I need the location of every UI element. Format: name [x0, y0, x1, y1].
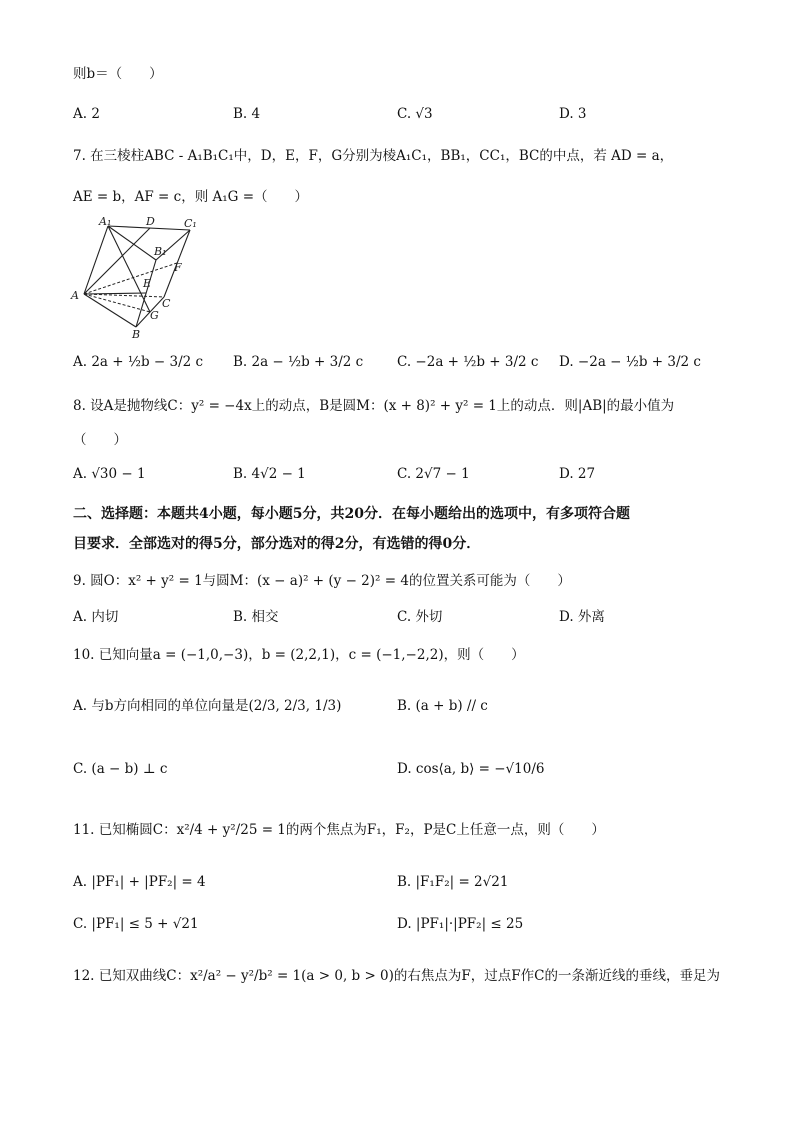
- q9-stem: 9. 圆O：x² + y² = 1与圆M：(x − a)² + (y − 2)² = 4的位置关系可能为（ ）: [73, 573, 571, 589]
- q11-option-c: C. |PF₁| ≤ 5 + √21: [73, 916, 199, 932]
- q10-option-a: A. 与b方向相同的单位向量是(2/3, 2/3, 1/3): [73, 698, 342, 714]
- q11-option-a: A. |PF₁| + |PF₂| = 4: [73, 874, 206, 890]
- q11-option-b: B. |F₁F₂| = 2√21: [397, 874, 509, 890]
- label-b: B: [132, 328, 141, 340]
- q6-option-d: D. 3: [559, 106, 587, 122]
- q9-option-c: C. 外切: [397, 609, 443, 625]
- label-g: G: [150, 309, 159, 322]
- q6-option-c: C. √3: [397, 106, 433, 122]
- q10-option-b: B. (a + b) // c: [397, 698, 488, 714]
- q8-stem-line1: 8. 设A是抛物线C：y² = −4x上的动点，B是圆M：(x + 8)² + y² = 1上的动点．则|AB|的最小值为: [73, 398, 675, 414]
- q8-option-b: B. 4√2 − 1: [233, 466, 306, 482]
- q7-option-d: D. −2a − ½b + 3/2 c: [559, 354, 701, 370]
- label-b1: B₁: [154, 245, 167, 258]
- q8-option-a: A. √30 − 1: [73, 466, 146, 482]
- q9-option-b: B. 相交: [233, 609, 279, 625]
- label-a: A: [71, 289, 79, 302]
- q10-option-c: C. (a − b) ⊥ c: [73, 761, 168, 777]
- label-a1: A₁: [99, 215, 112, 228]
- q6-option-a: A. 2: [73, 106, 100, 122]
- q8-option-d: D. 27: [559, 466, 596, 482]
- q12-stem: 12. 已知双曲线C：x²/a² − y²/b² = 1(a > 0, b > 0)的右焦点为F，过点F作C的一条渐近线的垂线，垂足为: [73, 968, 720, 984]
- q8-option-c: C. 2√7 − 1: [397, 466, 470, 482]
- q7-stem-line1: 7. 在三棱柱ABC - A₁B₁C₁中，D，E，F，G分别为棱A₁C₁，BB₁，CC₁，BC的中点，若 AD = a，: [73, 148, 674, 164]
- q6-tail: 则b＝（ ）: [73, 66, 163, 82]
- label-d: D: [146, 215, 155, 228]
- q9-option-a: A. 内切: [73, 609, 119, 625]
- section2-heading-line2: 目要求．全部选对的得5分，部分选对的得2分，有选错的得0分．: [73, 536, 481, 552]
- q10-option-d: D. cos⟨a, b⟩ = −√10/6: [397, 761, 545, 777]
- label-c1: C₁: [184, 217, 197, 230]
- label-e: E: [143, 277, 152, 290]
- q6-option-b: B. 4: [233, 106, 261, 122]
- prism-figure: [66, 215, 206, 340]
- q7-stem-line2: AE = b，AF = c，则 A₁G =（ ）: [73, 189, 309, 205]
- section2-heading-line1: 二、选择题：本题共4小题，每小题5分，共20分．在每小题给出的选项中，有多项符合题: [73, 506, 630, 522]
- q9-option-d: D. 外离: [559, 609, 605, 625]
- q7-option-c: C. −2a + ½b + 3/2 c: [397, 354, 539, 370]
- label-f: F: [174, 261, 182, 274]
- q10-stem: 10. 已知向量a = (−1,0,−3)，b = (2,2,1)，c = (−1,−2,2)，则（ ）: [73, 647, 525, 663]
- q11-option-d: D. |PF₁|·|PF₂| ≤ 25: [397, 916, 524, 932]
- q7-option-a: A. 2a + ½b − 3/2 c: [73, 354, 204, 370]
- q7-option-b: B. 2a − ½b + 3/2 c: [233, 354, 364, 370]
- q11-stem: 11. 已知椭圆C：x²/4 + y²/25 = 1的两个焦点为F₁，F₂，P是C上任意一点，则（ ）: [73, 822, 605, 838]
- q8-stem-line2: （ ）: [73, 432, 127, 448]
- label-c: C: [162, 297, 171, 310]
